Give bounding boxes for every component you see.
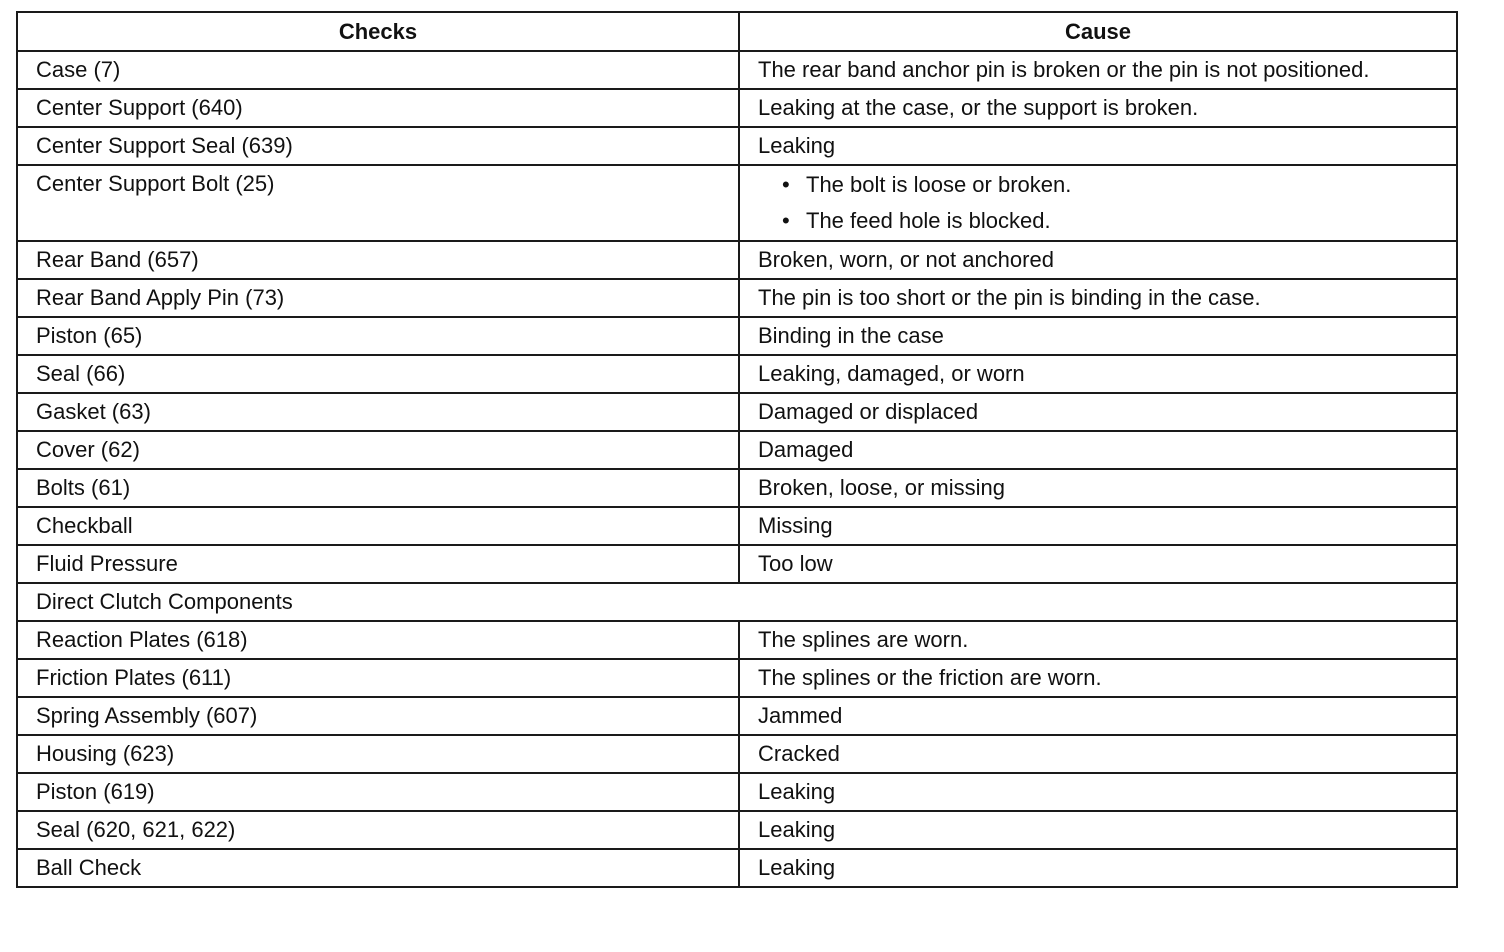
table-row <box>17 811 1457 849</box>
table-row <box>17 165 1457 241</box>
check-cell: Center Support Seal (639) <box>17 127 739 165</box>
cause-cell: The splines are worn. <box>739 621 1457 659</box>
check-cell: Center Support (640) <box>17 89 739 127</box>
cause-cell: The splines or the friction are worn. <box>739 659 1457 697</box>
section-header-row <box>17 583 1457 621</box>
table-row <box>17 545 1457 583</box>
check-cell: Bolts (61) <box>17 469 739 507</box>
cause-bullet-list <box>758 170 1438 236</box>
table-row <box>17 697 1457 735</box>
check-cell: Rear Band (657) <box>17 241 739 279</box>
cause-cell: Broken, loose, or missing <box>739 469 1457 507</box>
cause-cell: Binding in the case <box>739 317 1457 355</box>
check-cell: Seal (66) <box>17 355 739 393</box>
table-row <box>17 507 1457 545</box>
cause-cell: Too low <box>739 545 1457 583</box>
check-cell: Piston (65) <box>17 317 739 355</box>
check-cell: Gasket (63) <box>17 393 739 431</box>
sub-check-cell: Ball Check <box>17 849 739 887</box>
cause-cell <box>739 165 1457 241</box>
cause-cell: Leaking <box>739 849 1457 887</box>
check-cell: Center Support Bolt (25) <box>17 165 739 241</box>
sub-check-cell: Friction Plates (611) <box>17 659 739 697</box>
table-row <box>17 127 1457 165</box>
sub-check-cell: Housing (623) <box>17 735 739 773</box>
table-row <box>17 469 1457 507</box>
table-header-row <box>17 12 1457 51</box>
table-row <box>17 51 1457 89</box>
check-cell: Cover (62) <box>17 431 739 469</box>
cause-cell: Broken, worn, or not anchored <box>739 241 1457 279</box>
cause-cell: The rear band anchor pin is broken or the pin is not positioned. <box>739 51 1457 89</box>
sub-check-cell: Seal (620, 621, 622) <box>17 811 739 849</box>
cause-cell: Leaking, damaged, or worn <box>739 355 1457 393</box>
cause-cell: Leaking at the case, or the support is broken. <box>739 89 1457 127</box>
column-header-checks: Checks <box>17 12 739 51</box>
sub-check-cell: Spring Assembly (607) <box>17 697 739 735</box>
cause-cell: Damaged <box>739 431 1457 469</box>
table-row <box>17 659 1457 697</box>
table-row <box>17 849 1457 887</box>
cause-cell: Cracked <box>739 735 1457 773</box>
cause-bullet-item: • The feed hole is blocked. <box>758 206 1438 236</box>
table-row <box>17 317 1457 355</box>
check-cell: Rear Band Apply Pin (73) <box>17 279 739 317</box>
table-row <box>17 393 1457 431</box>
table-row <box>17 279 1457 317</box>
table-row <box>17 241 1457 279</box>
table-row <box>17 355 1457 393</box>
check-cell: Fluid Pressure <box>17 545 739 583</box>
section-title: Direct Clutch Components <box>17 583 1457 621</box>
cause-cell: Jammed <box>739 697 1457 735</box>
table-row <box>17 773 1457 811</box>
cause-cell: Missing <box>739 507 1457 545</box>
table-row <box>17 735 1457 773</box>
sub-check-cell: Reaction Plates (618) <box>17 621 739 659</box>
diagnosis-table <box>16 11 1458 888</box>
cause-bullet-item: • The bolt is loose or broken. <box>758 170 1438 200</box>
table-row <box>17 621 1457 659</box>
table-row <box>17 89 1457 127</box>
check-cell: Case (7) <box>17 51 739 89</box>
cause-cell: Leaking <box>739 127 1457 165</box>
cause-cell: Leaking <box>739 773 1457 811</box>
table-row <box>17 431 1457 469</box>
column-header-cause: Cause <box>739 12 1457 51</box>
cause-cell: Damaged or displaced <box>739 393 1457 431</box>
cause-cell: The pin is too short or the pin is binding in the case. <box>739 279 1457 317</box>
check-cell: Checkball <box>17 507 739 545</box>
sub-check-cell: Piston (619) <box>17 773 739 811</box>
cause-cell: Leaking <box>739 811 1457 849</box>
